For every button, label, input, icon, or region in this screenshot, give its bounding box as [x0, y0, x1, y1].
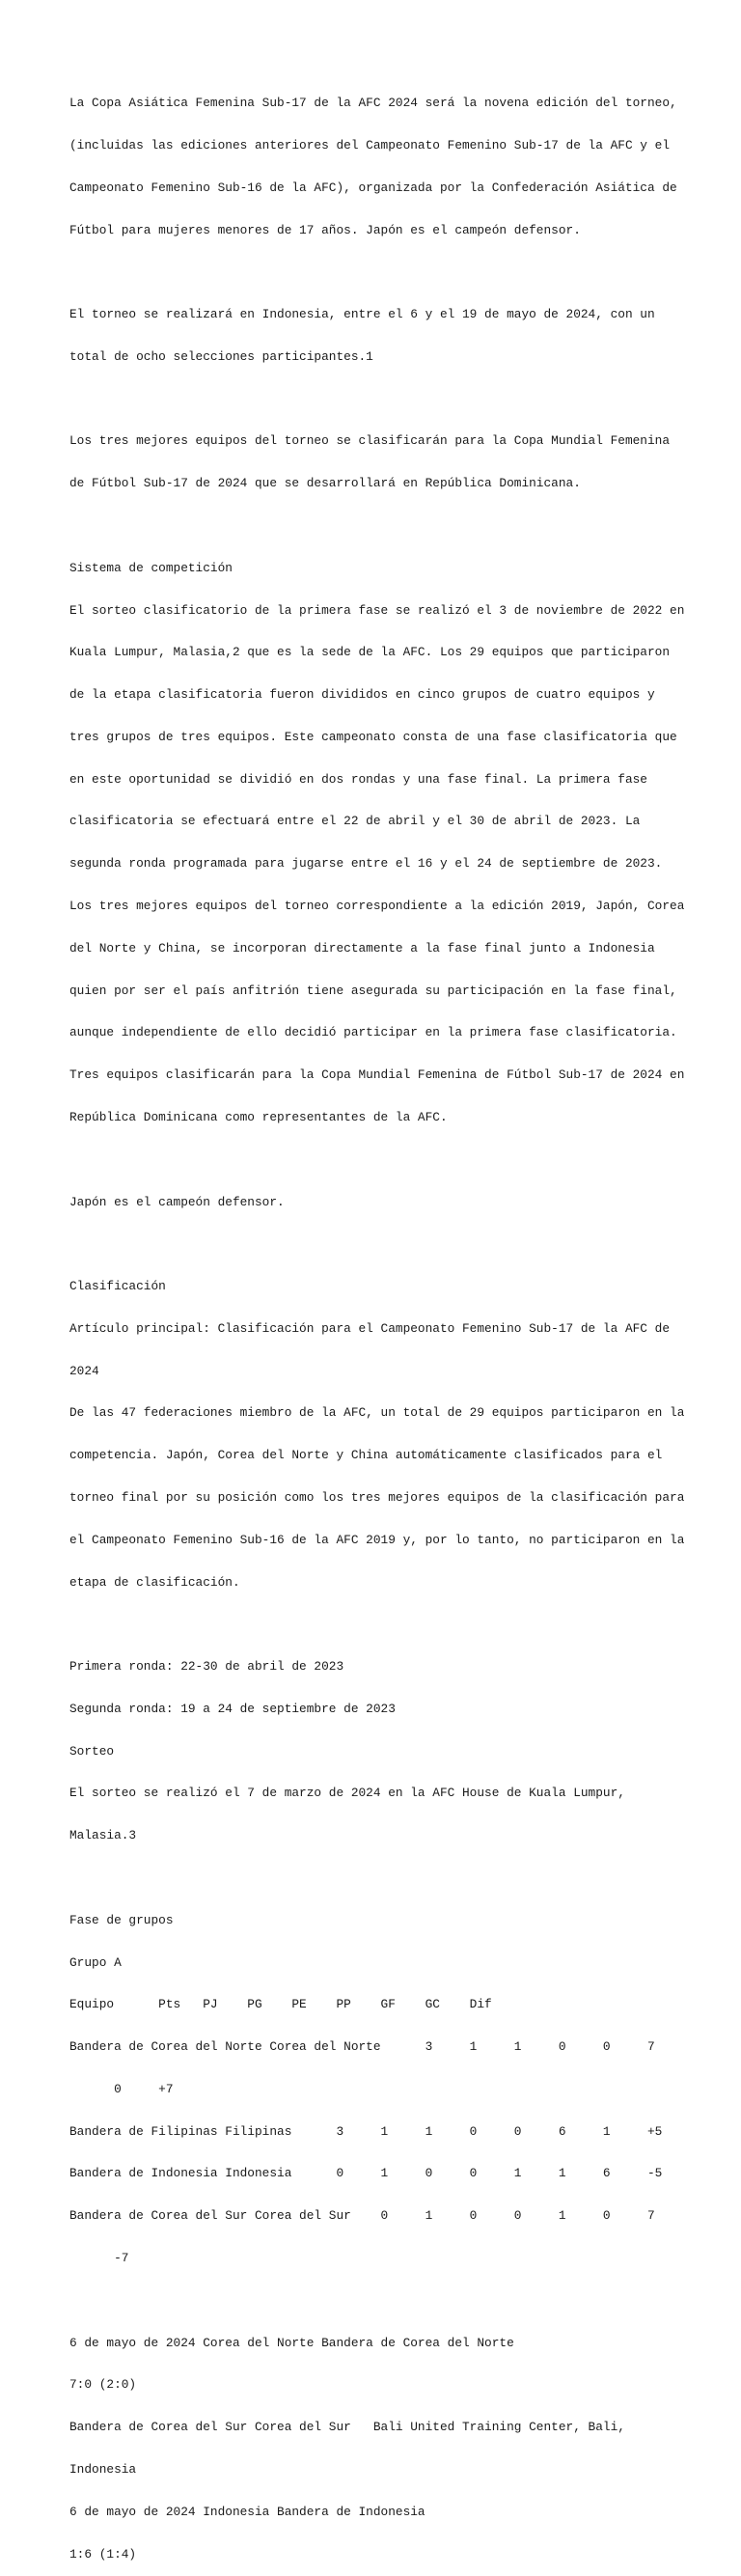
paragraph-line: De las 47 federaciones miembro de la AFC, un total de 29 equipos participaron en la [69, 1405, 685, 1421]
paragraph-line: Tres equipos clasificarán para la Copa Mundial Femenina de Fútbol Sub-17 de 2024 en [69, 1067, 685, 1083]
paragraph-line: Japón es el campeón defensor. [69, 1194, 285, 1209]
section-heading: Clasificación [69, 1279, 166, 1294]
paragraph-line: tres grupos de tres equipos. Este campeonato consta de una fase clasificatoria que [69, 729, 677, 744]
blank-line [69, 2294, 687, 2309]
paragraph-line: Fútbol para mujeres menores de 17 años. Japón es el campeón defensor. [69, 222, 581, 237]
paragraph-line: Malasia.3 [69, 1828, 137, 1843]
group-title: Grupo A [69, 1954, 122, 1970]
paragraph-line: total de ocho selecciones participantes.1 [69, 348, 373, 364]
section-heading: Fase de grupos [69, 1912, 174, 1927]
match-line: Indonesia [69, 2461, 137, 2477]
paragraph-line: en este oportunidad se dividió en dos rondas y una fase final. La primera fase [69, 771, 647, 787]
blank-line [69, 265, 687, 280]
paragraph-line: competencia. Japón, Corea del Norte y China automáticamente clasificados para el [69, 1448, 663, 1463]
paragraph-line: El torneo se realizará en Indonesia, entre el 6 y el 19 de mayo de 2024, con un [69, 307, 655, 322]
match-line: Bandera de Corea del Sur Corea del Sur Bali United Training Center, Bali, [69, 2420, 625, 2435]
match-score: 1:6 (1:4) [69, 2546, 137, 2562]
blank-line [69, 1153, 687, 1168]
paragraph-line: Campeonato Femenino Sub-16 de la AFC), organizada por la Confederación Asiática de [69, 180, 677, 195]
paragraph-line: el Campeonato Femenino Sub-16 de la AFC 2019 y, por lo tanto, no participaron en la [69, 1532, 685, 1547]
paragraph-line: 2024 [69, 1363, 99, 1378]
section-heading: Sistema de competición [69, 560, 233, 575]
standings-row: Bandera de Corea del Sur Corea del Sur 0 1 0 0 1 0 7 [69, 2208, 655, 2224]
paragraph-line: El sorteo se realizó el 7 de marzo de 2024 en la AFC House de Kuala Lumpur, [69, 1786, 625, 1801]
paragraph-line: del Norte y China, se incorporan directamente a la fase final junto a Indonesia [69, 940, 655, 956]
paragraph-line: de Fútbol Sub-17 de 2024 que se desarrollará en República Dominicana. [69, 476, 581, 491]
paragraph-line: Segunda ronda: 19 a 24 de septiembre de 2023 [69, 1701, 396, 1716]
paragraph-line: El sorteo clasificatorio de la primera fase se realizó el 3 de noviembre de 2022 en [69, 602, 685, 618]
standings-row: Bandera de Indonesia Indonesia 0 1 0 0 1 1 6 -5 [69, 2166, 663, 2181]
match-score: 7:0 (2:0) [69, 2377, 137, 2393]
paragraph-line: Kuala Lumpur, Malasia,2 que es la sede de la AFC. Los 29 equipos que participaron [69, 645, 671, 660]
section-heading: Sorteo [69, 1743, 115, 1759]
standings-row: Bandera de Corea del Norte Corea del Norte 3 1 1 0 0 7 [69, 2039, 655, 2055]
paragraph-line: quien por ser el país anfitrión tiene asegurada su participación en la fase final, [69, 983, 677, 998]
standings-row-continuation: 0 +7 [69, 2081, 174, 2096]
blank-line [69, 393, 687, 407]
paragraph-line: torneo final por su posición como los tres mejores equipos de la clasificación para [69, 1489, 685, 1505]
match-line: 6 de mayo de 2024 Corea del Norte Bandera de Corea del Norte [69, 2335, 514, 2350]
standings-header-row: Equipo Pts PJ PG PE PP GF GC Dif [69, 1997, 492, 2012]
paragraph-line: Los tres mejores equipos del torneo se clasificarán para la Copa Mundial Femenina [69, 433, 671, 449]
paragraph-line: de la etapa clasificatoria fueron divididos en cinco grupos de cuatro equipos y [69, 687, 655, 703]
paragraph-line: Artículo principal: Clasificación para el Campeonato Femenino Sub-17 de la AFC de [69, 1320, 671, 1336]
blank-line [69, 1871, 687, 1886]
standings-row-continuation: -7 [69, 2251, 129, 2266]
paragraph-line: aunque independiente de ello decidió participar en la primera fase clasificatoria. [69, 1025, 677, 1040]
paragraph-line: Los tres mejores equipos del torneo correspondiente a la edición 2019, Japón, Corea [69, 899, 685, 914]
paragraph-line: segunda ronda programada para jugarse entre el 16 y el 24 de septiembre de 2023. [69, 856, 663, 872]
paragraph-line: Primera ronda: 22-30 de abril de 2023 [69, 1659, 344, 1675]
document-page [69, 69, 687, 2576]
paragraph-line: (incluidas las ediciones anteriores del Campeonato Femenino Sub-17 de la AFC y el [69, 137, 671, 152]
blank-line [69, 1237, 687, 1252]
blank-line [69, 519, 687, 534]
blank-line [69, 1618, 687, 1632]
standings-row: Bandera de Filipinas Filipinas 3 1 1 0 0 6 1 +5 [69, 2123, 663, 2139]
paragraph-line: República Dominicana como representantes de la AFC. [69, 1109, 448, 1124]
match-line: 6 de mayo de 2024 Indonesia Bandera de Indonesia [69, 2504, 425, 2519]
paragraph-line: etapa de clasificación. [69, 1574, 240, 1590]
paragraph-line: La Copa Asiática Femenina Sub-17 de la AFC 2024 será la novena edición del torneo, [69, 96, 677, 111]
paragraph-line: clasificatoria se efectuará entre el 22 de abril y el 30 de abril de 2023. La [69, 814, 641, 829]
